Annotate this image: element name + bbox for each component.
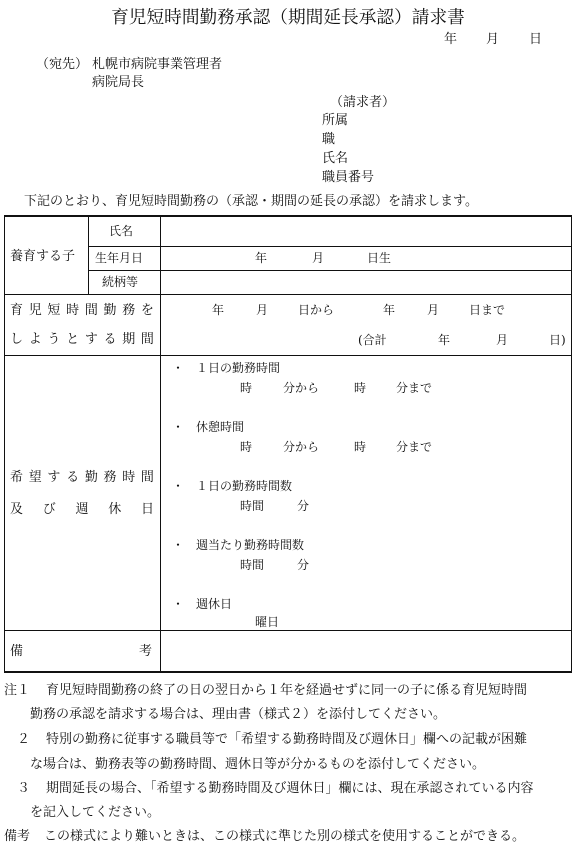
intro-text: 下記のとおり、育児短時間勤務の（承認・期間の延長の承認）を請求します。 (24, 194, 478, 209)
bullet-weekly-holiday: ・ (172, 597, 185, 611)
period-from-day: 日から (298, 303, 335, 317)
note3-label: ３ (17, 781, 31, 796)
child-label: 養育する子 (10, 249, 76, 264)
period-to-month: 月 (427, 303, 440, 317)
break-time-detail-2: 分から (283, 440, 320, 454)
note1-line2: 勤務の承認を請求する場合は、理由書（様式２）を添付してください。 (30, 707, 447, 722)
weekly-holiday-title: 週休日 (196, 597, 233, 611)
addressee-prefix: （宛先） (36, 57, 89, 72)
note2-line1: 特別の勤務に従事する職員等で「希望する勤務時間及び週休日」欄への記載が困難 (46, 732, 528, 747)
requester-affiliation-label: 所属 (322, 113, 349, 128)
child-name-label: 氏名 (109, 224, 134, 238)
bullet-break-time: ・ (172, 420, 185, 434)
daily-count-detail-2: 分 (297, 499, 310, 513)
requester-name-label: 氏名 (322, 151, 349, 166)
period-from-year: 年 (212, 303, 225, 317)
break-time-detail-4: 分まで (396, 440, 433, 454)
period-from-month: 月 (256, 303, 269, 317)
note1-line1: 育児短時間勤務の終了の日の翌日から１年を経過せずに同一の子に係る育児短時間 (46, 683, 528, 698)
form-title: 育児短時間勤務承認（期間延長承認）請求書 (111, 8, 465, 28)
period-label-line2: し よ う と す る 期 間 (10, 332, 154, 347)
date-day-label: 日 (529, 32, 543, 47)
period-total-month: 月 (496, 333, 509, 347)
child-birth-label: 生年月日 (95, 251, 144, 265)
date-year-label: 年 (444, 32, 458, 47)
daily-count-detail-1: 時間 (240, 499, 265, 513)
period-label-line1: 育 児 短 時 間 勤 務 を (10, 303, 154, 318)
note1-label: 注１ (4, 683, 31, 698)
requester-staff-number-label: 職員番号 (322, 170, 375, 185)
bullet-daily-hours: ・ (172, 361, 185, 375)
period-total-open: (合計 (358, 333, 387, 347)
daily-hours-detail-3: 時 (354, 381, 367, 395)
bullet-weekly-count: ・ (172, 538, 185, 552)
daily-hours-detail-1: 時 (240, 381, 253, 395)
remarks-char-2: 考 (139, 644, 153, 659)
break-time-title: 休憩時間 (196, 420, 245, 434)
remarks-char-1: 備 (10, 644, 24, 659)
weekly-count-detail-1: 時間 (240, 558, 265, 572)
hours-label-line1: 希 望 す る 勤 務 時 間 (10, 470, 154, 485)
date-month-label: 月 (486, 32, 500, 47)
birth-day: 日生 (367, 251, 392, 265)
note2-label: ２ (17, 732, 31, 747)
birth-year: 年 (255, 251, 268, 265)
addressee-line2: 病院局長 (92, 75, 145, 90)
child-relation-label: 続柄等 (102, 275, 139, 289)
bikou-label: 備考 (4, 829, 31, 844)
period-total-close: 日) (549, 333, 566, 347)
note2-line2: な場合は、勤務表等の勤務時間、週休日等が分かるものを添付してください。 (30, 757, 486, 772)
requester-heading: （請求者） (330, 95, 396, 110)
weekly-count-title: 週当たり勤務時間数 (196, 538, 305, 552)
daily-count-title: １日の勤務時間数 (196, 479, 293, 493)
break-time-detail-1: 時 (240, 440, 253, 454)
bikou-text: この様式により難いときは、この様式に準じた別の様式を使用することができる。 (44, 829, 526, 844)
note3-line2: を記入してください。 (30, 805, 161, 820)
note3-line1: 期間延長の場合、「希望する勤務時間及び週休日」欄には、現在承認されている内容 (46, 781, 534, 796)
daily-hours-detail-4: 分まで (396, 381, 433, 395)
hours-label-line2: 及 び 週 休 日 (10, 502, 154, 517)
birth-month: 月 (312, 251, 325, 265)
weekly-holiday-detail: 曜日 (255, 615, 280, 629)
daily-hours-detail-2: 分から (283, 381, 320, 395)
weekly-count-detail-2: 分 (297, 558, 310, 572)
period-to-day: 日まで (469, 303, 506, 317)
bullet-daily-count: ・ (172, 479, 185, 493)
period-to-year: 年 (383, 303, 396, 317)
daily-hours-title: １日の勤務時間 (196, 361, 281, 375)
period-total-year: 年 (438, 333, 451, 347)
break-time-detail-3: 時 (354, 440, 367, 454)
addressee-line1: 札幌市病院事業管理者 (92, 57, 223, 72)
requester-position-label: 職 (322, 132, 336, 147)
